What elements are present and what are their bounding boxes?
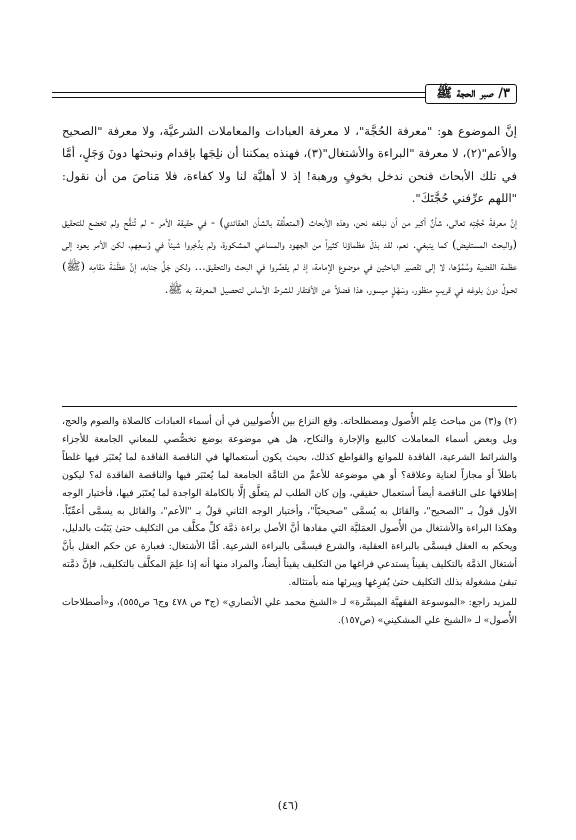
body-paragraph: إنَّ معرفةَ حُجَّتِه تعالى، شأنٌ أكبر من أن نبلغه نحن، وهذه الأبحاث (المتعلِّقة بالشأن العقائدي) - في حقيقة الأمر - لم تُنقَّح ولم تخضع للتحقيق (والبحث المستفيض) كما ينبغي. نعم، لقد بذلَ عظماؤنا كثيراً من الجهود والمساعي المشكورة، ولم يدَّخِروا شيئاً في وُسعِهم، لكن الأمر يعود إلى عظمة القضية وسُمُوِّها، لا إلى تقصير الباحثين في موضوع الإمامة، إذ لم يقصِّروا في البحث والتحقيق... ولكن جَلَّ جنابه، إنَّ عظَمَةَ مَقامِه (ﷺ) تحـولُ دونَ بلوغه في قريبٍ منظور، وسَهْلٍ ميسور، هذا فضلاً عن الأفتقار للشرط الأساس لتحصيل المعرفة به ﷺ.	[62, 214, 517, 296]
footnotes	[62, 413, 517, 630]
body-paragraph: إنَّ الموضوع هو: "معرفة الحُجَّة"، لا معرفة العبادات والمعاملات الشرعيَّة، ولا معرفة "الصحيح والأعم"(٢)، لا معرفة "البراءة والأشتغال"(٣)، فهنذه يمكننا أن نلِجَها بإقدام ونبحثها دونَ وَجَلٍ، أمَّا في تلك الأبحاث فنحن ندخل بخوفٍ ورهبة! إذ لا أهليَّة لنا ولا كفاءة، فلا مَناصَ من أن نقول: "اللهم عرِّفني حُجَّتَكَ".	[62, 124, 518, 206]
page-number: (٤٦)	[277, 799, 299, 812]
footnote-divider	[62, 406, 517, 407]
footnote-item: (٢) و(٣) من مباحث عِلم الأُصول ومصطلحاته. وقع النزاع بين الأُصوليين في أن أسماء العبادات كالصلاة والصوم والحج، وبل وبعض أسماء المعاملات كالبيع والإجارة والنكاح، هل هي موضوعة بوضع تخصُّصي للمعاني الجامعة للأجزاء والشرائط الشرعية، الفاقدة للموانع والقواطع كذلك، بحيث يكون أستعمالها في الناقصة الفاقدة لما يُعتَبَر فيها غلطاً باطلاً أو مجازاً لعناية وعلاقة؟ أو هي موضوعة للأعمِّ من التامَّة الجامعة لما يُعتَبَر فيها والناقصة الفاقدة له؟ ليكون إطلاقها على الناقصة أيضاً أستعمال حقيقي، وإن كان الطلب لم يتعلَّق إلَّا بالكاملة الواجدة لما يُعتَبَر فيها، فأختيار الوجه الأول قولٌ بـ "الصحيح"، والقائل به يُسمَّى "صحيحيّاً"، وأختيار الوجه الثاني قولٌ بـ "الأعم"، والقائل به يسمَّى أعمِّيّاً. وهكذا البراءة والأشتغال من الأُصول العمَليَّة التي مفادها أنَّ الأصل براءة ذمَّة كلِّ مكلَّف من التكليف حتىٰ يَثبُت بالدليل، ويحكم به العقل فيسمَّى بالبراءة العقلية، والشرع فيسمَّى بالبراءة الشرعية. أمَّا الأشتغال: فعبارة عن حكم العقل بأنَّ أشتغال الذمَّة بالتكليف يقيناً يستدعي فراغها من التكليف يقيناً أيضاً، والمراد منها أنه إذا علِمَ المكلَّف بالتكليف، فإنَّ ذمَّته تبقىٰ مشغولة بذلك التكليف حتىٰ يُفرِغها ويبرئها منه بأمتثاله.	[62, 416, 517, 589]
chapter-title: ٣/ صبر الحجة ﷺ	[425, 84, 517, 104]
footnote-item: للمزيد راجع: «الموسوعة الفقهيَّة الميسَّرة» لـ «الشيخ محمد علي الأنصاري» (ج٣ ص ٤٧٨ وج٦ ص٥٥٥)، و«أصطلاحات الأُصول» لـ «الشيخ علي المشكيني» (ص١٥٧).	[62, 597, 517, 626]
running-header	[52, 86, 517, 108]
main-text	[62, 120, 517, 300]
